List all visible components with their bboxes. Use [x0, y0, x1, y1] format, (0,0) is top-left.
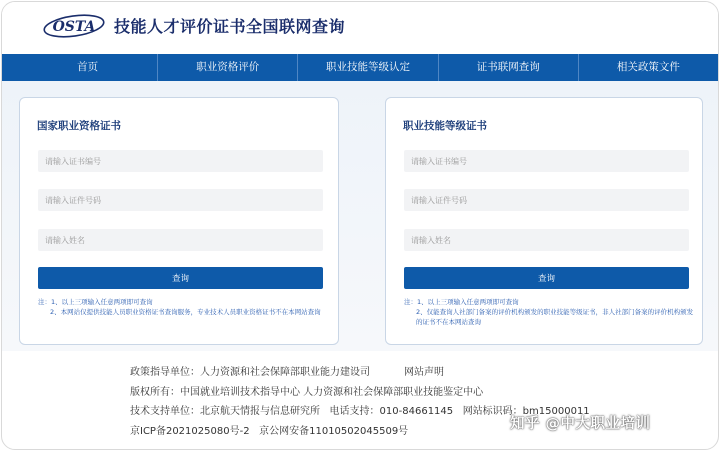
page-frame [1, 1, 719, 450]
footer-copyright-row [130, 383, 590, 403]
cert-number-input[interactable] [404, 150, 689, 172]
id-number-input[interactable] [404, 189, 689, 211]
nav-certificate-query[interactable]: 证书联网查询 [439, 54, 579, 81]
note-line: 注：1、以上三项输入任意两项即可查询 [404, 298, 519, 306]
name-input[interactable] [404, 229, 689, 251]
name-input[interactable] [38, 229, 323, 251]
site-statement-link[interactable]: 网站声明 [404, 367, 444, 378]
support-value: 北京航天情报与信息研究所 [200, 406, 320, 417]
osta-logo[interactable] [42, 14, 106, 38]
note-line: 注：1、以上三项输入任意两项即可查询 [38, 298, 153, 306]
note-line: 2、仅能查询人社部门备案的评价机构颁发的职业技能等级证书，非人社部门备案的评价机构颁发的证书不在本网站查询 [416, 308, 694, 326]
query-button[interactable]: 查询 [404, 267, 689, 289]
query-note [38, 297, 328, 317]
qualification-cert-card [19, 97, 339, 345]
nav-policy-documents[interactable]: 相关政策文件 [616, 61, 680, 73]
site-title: 技能人才评价证书全国联网查询 [114, 17, 346, 36]
guidance-value: 人力资源和社会保障部职业能力建设司 [200, 367, 370, 378]
note-line: 2、本网站仅提供技能人员职业资格证书查询服务，专业技术人员职业资格证书不在本网站查询 [50, 308, 321, 316]
phone-label: 电话支持： [329, 406, 380, 417]
guidance-label: 政策指导单位： [130, 367, 200, 378]
site-id: 网站标识码：bm15000011 [462, 406, 590, 417]
copyright-value: 中国就业培训技术指导中心 人力资源和社会保障部职业技能鉴定中心 [180, 386, 484, 398]
nav-home[interactable]: 首页 [18, 54, 158, 81]
main-nav [2, 54, 718, 81]
id-number-input[interactable] [38, 189, 323, 211]
card-title: 国家职业资格证书 [37, 120, 121, 132]
site-header [2, 2, 718, 52]
support-label: 技术支持单位： [130, 406, 200, 417]
skill-level-cert-card [385, 97, 703, 345]
cert-number-input[interactable] [38, 150, 323, 172]
query-button[interactable]: 查询 [38, 267, 323, 289]
nav-skill-level-certification[interactable]: 职业技能等级认定 [298, 54, 438, 81]
query-note [404, 297, 694, 327]
police-record-link[interactable]: 京公网安备11010502045509号 [259, 425, 409, 437]
card-title: 职业技能等级证书 [403, 120, 487, 132]
zhihu-watermark: 知乎 @中大职业培训 [510, 416, 651, 432]
footer-guidance-row [130, 363, 590, 383]
copyright-label: 版权所有： [130, 386, 180, 398]
logo-text: OSTA [52, 19, 96, 35]
phone-value: 010-84661145 [379, 406, 454, 417]
nav-qualification-evaluation[interactable]: 职业资格评价 [158, 54, 298, 81]
icp-link[interactable]: 京ICP备2021025080号-2 [130, 425, 250, 437]
